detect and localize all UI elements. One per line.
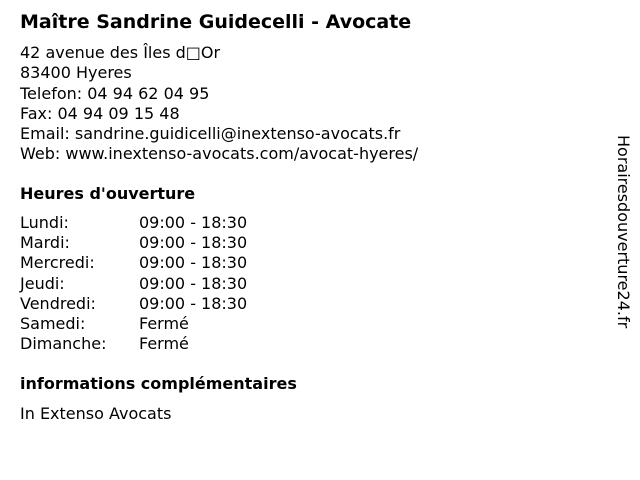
hours-row-samedi xyxy=(20,314,247,334)
hours-day-label: Samedi: xyxy=(20,314,86,334)
hours-time: 09:00 - 18:30 xyxy=(139,253,248,273)
hours-day-label: Vendredi: xyxy=(20,293,96,313)
hours-row-mercredi xyxy=(20,253,247,273)
info-heading: informations complémentaires xyxy=(20,374,297,393)
address-line-1: 42 avenue des Îles d□Or xyxy=(20,43,221,62)
hours-time: 09:00 - 18:30 xyxy=(139,273,248,293)
hours-time: Fermé xyxy=(139,334,189,354)
web-text: Web: www.inextenso-avocats.com/avocat-hyeres/ xyxy=(20,144,419,164)
phone-text: Telefon: 04 94 62 04 95 xyxy=(20,83,210,103)
email-text: Email: sandrine.guidicelli@inextenso-avocats.fr xyxy=(20,124,401,144)
site-brand-vertical: Horairesdouverture24.fr xyxy=(614,135,633,329)
hours-time: 09:00 - 18:30 xyxy=(139,213,248,232)
hours-time: 09:00 - 18:30 xyxy=(139,293,248,313)
hours-row-vendredi xyxy=(20,294,247,314)
hours-day-label: Jeudi: xyxy=(20,273,65,293)
hours-row-mardi xyxy=(20,233,247,253)
address-line-2: 83400 Hyeres xyxy=(20,63,132,83)
hours-time: 09:00 - 18:30 xyxy=(139,233,248,253)
hours-day-label: Mardi: xyxy=(20,233,70,253)
hours-day-label: Lundi: xyxy=(20,213,69,232)
hours-row-dimanche xyxy=(20,334,247,354)
hours-time: Fermé xyxy=(139,314,189,334)
hours-table xyxy=(20,213,247,354)
hours-row-jeudi xyxy=(20,274,247,294)
page-title: Maître Sandrine Guidecelli - Avocate xyxy=(20,11,412,33)
hours-day-label: Mercredi: xyxy=(20,253,95,273)
fax-text: Fax: 04 94 09 15 48 xyxy=(20,103,180,123)
hours-day-label: Dimanche: xyxy=(20,334,107,354)
contact-block xyxy=(20,43,418,165)
hours-row-lundi xyxy=(20,213,247,233)
hours-heading: Heures d'ouverture xyxy=(20,184,196,203)
info-text: In Extenso Avocats xyxy=(20,404,172,423)
